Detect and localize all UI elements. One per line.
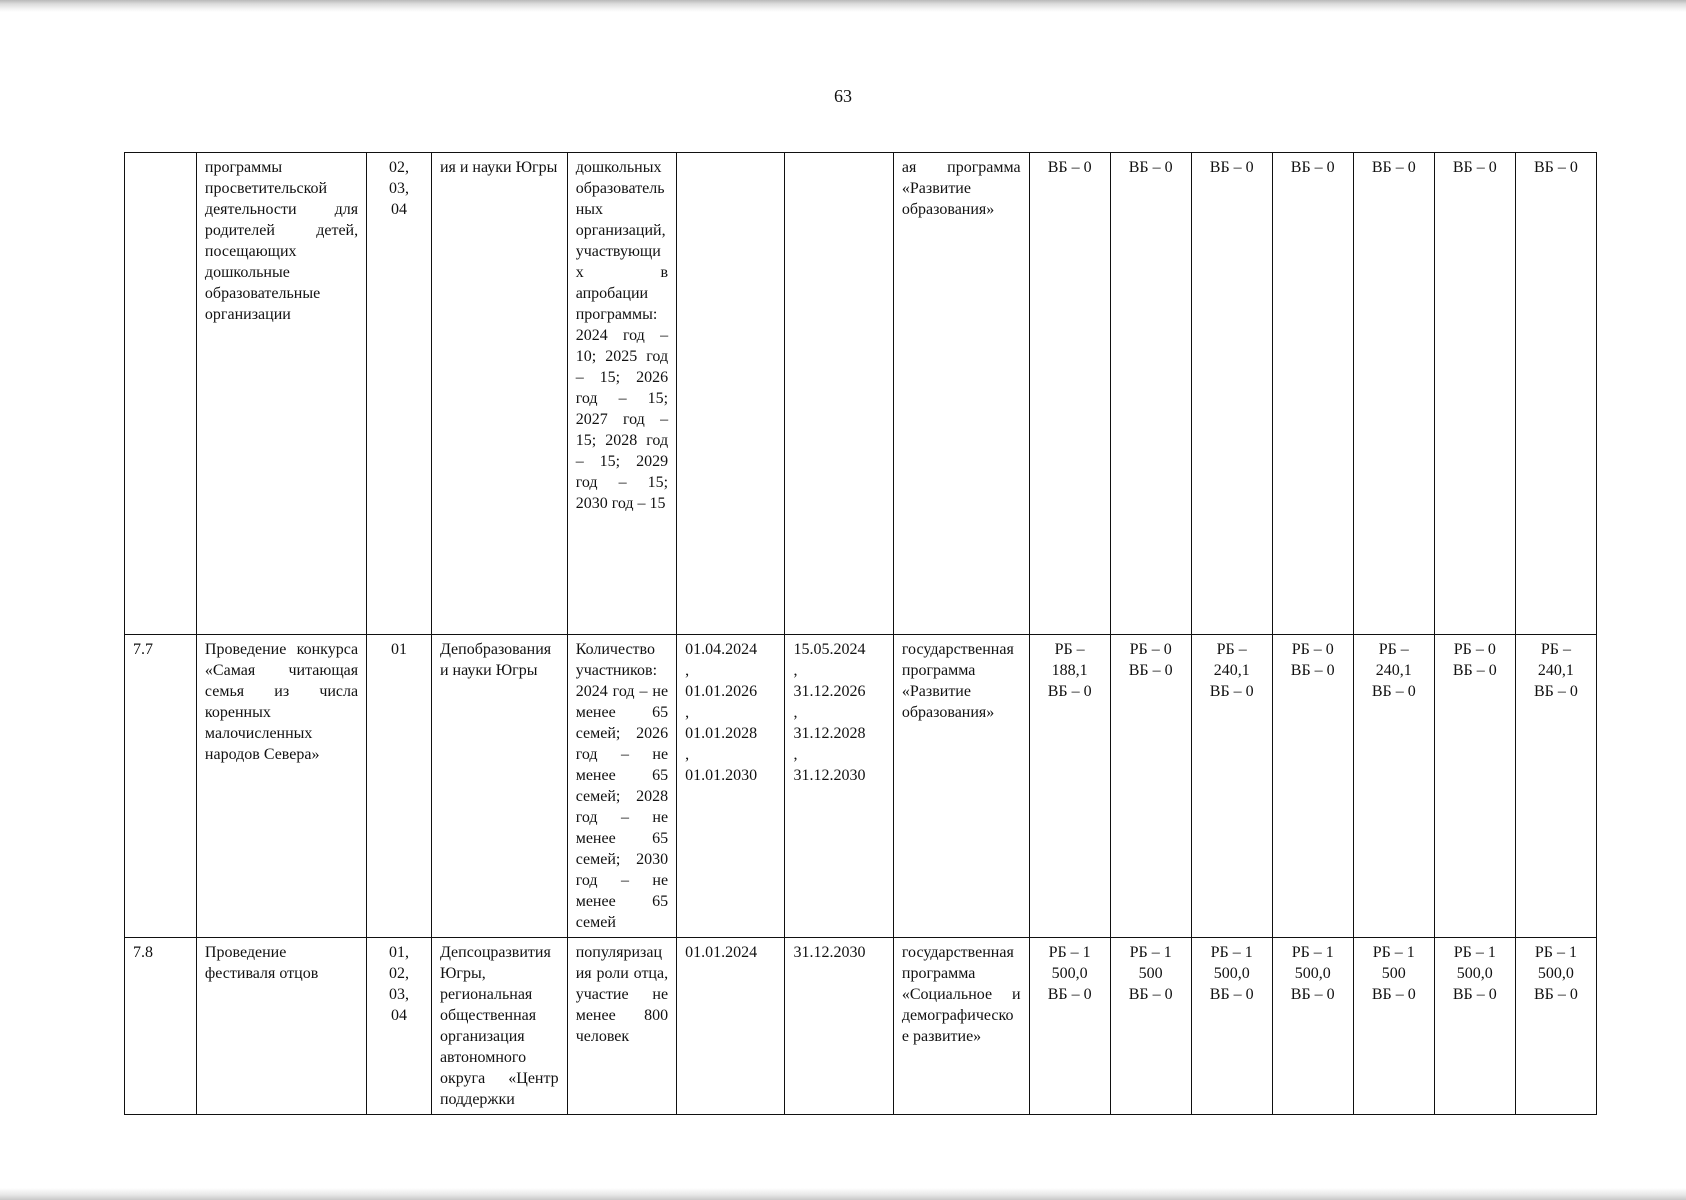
start-date: 01.01.2024: [685, 944, 758, 961]
financing-value: 500: [1381, 965, 1406, 982]
financing-value: РБ – 1: [1534, 944, 1577, 961]
financing-cell: [1272, 938, 1353, 1115]
financing-value: 500,0: [1456, 965, 1493, 982]
financing-cell: [1434, 153, 1515, 635]
end-date-cell: [785, 635, 893, 938]
page-number: 63: [834, 86, 852, 106]
measure-name-cell: Проведение фестиваля отцов: [196, 938, 366, 1115]
start-date: 01.01.2028: [685, 725, 758, 742]
financing-cell: [1191, 938, 1272, 1115]
financing-value: 500,0: [1537, 965, 1574, 982]
financing-value: ВБ – 0: [1047, 159, 1092, 176]
table-row: [125, 938, 1597, 1115]
financing-value: ВБ – 0: [1371, 986, 1416, 1003]
financing-value: РБ – 1: [1129, 944, 1172, 961]
financing-value: ВБ – 0: [1452, 662, 1497, 679]
financing-value: РБ – 1: [1372, 944, 1415, 961]
financing-value: ВБ – 0: [1128, 662, 1173, 679]
financing-cell: [1110, 635, 1191, 938]
end-date: 15.05.2024: [793, 641, 866, 658]
financing-value: РБ – 1: [1453, 944, 1496, 961]
financing-value: ВБ – 0: [1290, 662, 1335, 679]
financing-value: РБ – 1: [1210, 944, 1253, 961]
financing-cell: [1272, 153, 1353, 635]
direction-code: 02,: [389, 159, 410, 176]
financing-value: РБ –: [1054, 641, 1085, 658]
indicator-cell: дошкольных образовательных организаций, участвующих в апробации программы: 2024 год – 10; 2025 год – 15; 2026 год – 15; 2027 год – 15; 2028 год – 15; 2029 год – 15; 2030 год – 15: [567, 153, 676, 635]
financing-cell: [1191, 153, 1272, 635]
financing-cell: [1353, 635, 1434, 938]
financing-value: РБ –: [1216, 641, 1247, 658]
financing-value: РБ – 0: [1129, 641, 1172, 658]
start-date: 01.04.2024: [685, 641, 758, 658]
end-date: 31.12.2028: [793, 725, 866, 742]
start-date-cell: [677, 635, 785, 938]
financing-cell: [1353, 153, 1434, 635]
financing-value: ВБ – 0: [1371, 159, 1416, 176]
end-date: ,: [793, 662, 798, 679]
financing-value: ВБ – 0: [1533, 159, 1578, 176]
financing-value: ВБ – 0: [1452, 159, 1497, 176]
financing-value: ВБ – 0: [1290, 159, 1335, 176]
directions-cell: [367, 153, 432, 635]
direction-code: 02,: [389, 965, 410, 982]
financing-value: 500: [1138, 965, 1163, 982]
financing-value: ВБ – 0: [1209, 159, 1254, 176]
financing-cell: [1515, 938, 1596, 1115]
scan-edge-top: [0, 0, 1686, 12]
start-date: ,: [685, 746, 690, 763]
direction-code: 03,: [389, 180, 410, 197]
executor-cell: Депсоцразвития Югры, региональная общественная организация автономного округа «Центр поддержки: [431, 938, 567, 1115]
financing-value: ВБ – 0: [1452, 986, 1497, 1003]
end-date: 31.12.2030: [793, 944, 866, 961]
financing-value: ВБ – 0: [1209, 986, 1254, 1003]
financing-value: 240,1: [1213, 662, 1250, 679]
financing-value: ВБ – 0: [1128, 986, 1173, 1003]
financing-cell: [1515, 635, 1596, 938]
financing-cell: [1029, 938, 1110, 1115]
financing-cell: [1110, 153, 1191, 635]
financing-value: РБ – 0: [1291, 641, 1334, 658]
financing-value: 500,0: [1294, 965, 1331, 982]
row-number: [125, 153, 197, 635]
measures-table: [124, 152, 1597, 1115]
financing-value: РБ – 1: [1291, 944, 1334, 961]
end-date-cell: [785, 153, 893, 635]
financing-cell: [1515, 153, 1596, 635]
financing-value: 500,0: [1213, 965, 1250, 982]
program-cell: ая программа «Развитие образования»: [893, 153, 1029, 635]
financing-cell: [1029, 153, 1110, 635]
end-date-cell: [785, 938, 893, 1115]
financing-value: РБ – 0: [1453, 641, 1496, 658]
table-row: [125, 153, 1597, 635]
financing-value: 240,1: [1375, 662, 1412, 679]
row-number: 7.8: [125, 938, 197, 1115]
financing-value: 188,1: [1051, 662, 1088, 679]
financing-value: ВБ – 0: [1290, 986, 1335, 1003]
program-cell: государственная программа «Социальное и демографическое развитие»: [893, 938, 1029, 1115]
end-date: 31.12.2030: [793, 767, 866, 784]
financing-cell: [1353, 938, 1434, 1115]
start-date-cell: [677, 153, 785, 635]
indicator-cell: популяризация роли отца, участие не менее 800 человек: [567, 938, 676, 1115]
financing-value: ВБ – 0: [1047, 683, 1092, 700]
financing-value: РБ –: [1540, 641, 1571, 658]
start-date: ,: [685, 662, 690, 679]
direction-code: 01,: [389, 944, 410, 961]
end-date: 31.12.2026: [793, 683, 866, 700]
end-date: ,: [793, 704, 798, 721]
measure-name-cell: Проведение конкурса «Самая читающая семья из числа коренных малочисленных народов Севера»: [196, 635, 366, 938]
financing-cell: [1272, 635, 1353, 938]
direction-code: 04: [391, 201, 408, 218]
program-cell: государственная программа «Развитие образования»: [893, 635, 1029, 938]
financing-value: ВБ – 0: [1047, 986, 1092, 1003]
directions-cell: [367, 635, 432, 938]
financing-value: РБ – 1: [1048, 944, 1091, 961]
financing-cell: [1434, 635, 1515, 938]
row-number: 7.7: [125, 635, 197, 938]
executor-cell: Депобразования и науки Югры: [431, 635, 567, 938]
financing-value: ВБ – 0: [1533, 986, 1578, 1003]
end-date: ,: [793, 746, 798, 763]
measure-name-cell: программы просветительской деятельности для родителей детей, посещающих дошкольные образовательные организации: [196, 153, 366, 635]
table-body: [125, 153, 1597, 1115]
indicator-cell: Количество участников: 2024 год – не менее 65 семей; 2026 год – не менее 65 семей; 2028 год – не менее 65 семей; 2030 год – не менее 65 семей: [567, 635, 676, 938]
scan-edge-bottom: [0, 1188, 1686, 1200]
start-date: ,: [685, 704, 690, 721]
start-date: 01.01.2026: [685, 683, 758, 700]
directions-cell: [367, 938, 432, 1115]
financing-value: 500,0: [1051, 965, 1088, 982]
start-date-cell: [677, 938, 785, 1115]
financing-value: ВБ – 0: [1128, 159, 1173, 176]
executor-cell: ия и науки Югры: [431, 153, 567, 635]
table-row: [125, 635, 1597, 938]
direction-code: 03,: [389, 986, 410, 1003]
start-date: 01.01.2030: [685, 767, 758, 784]
financing-cell: [1191, 635, 1272, 938]
financing-cell: [1110, 938, 1191, 1115]
financing-value: 240,1: [1537, 662, 1574, 679]
financing-cell: [1434, 938, 1515, 1115]
financing-value: РБ –: [1378, 641, 1409, 658]
direction-code: 04: [391, 1007, 408, 1024]
direction-code: 01: [391, 641, 408, 658]
financing-value: ВБ – 0: [1209, 683, 1254, 700]
financing-value: ВБ – 0: [1533, 683, 1578, 700]
financing-value: ВБ – 0: [1371, 683, 1416, 700]
financing-cell: [1029, 635, 1110, 938]
